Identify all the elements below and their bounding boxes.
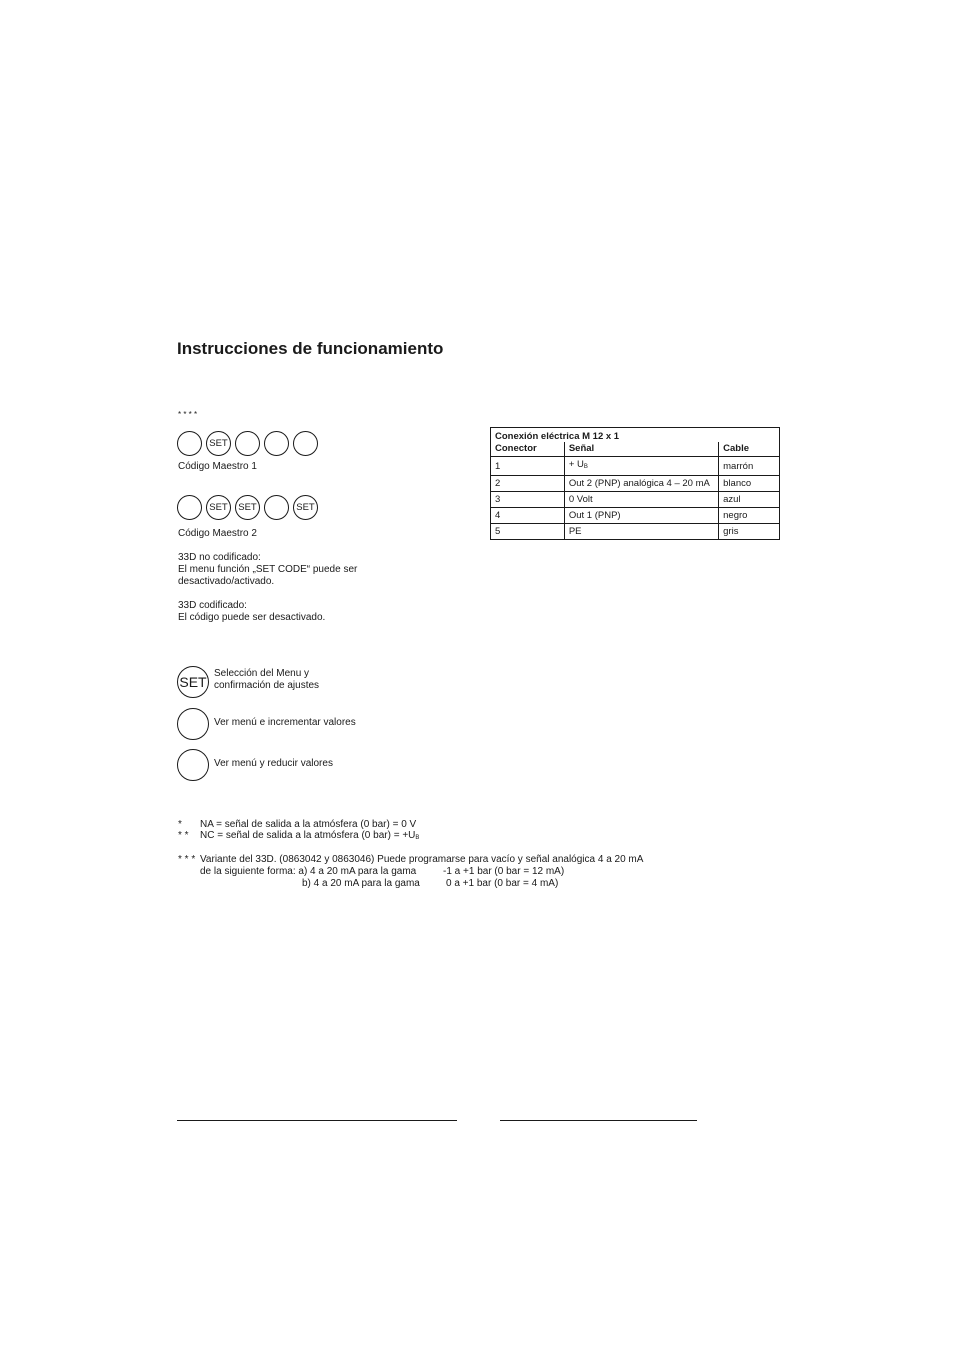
table-row [491, 508, 780, 524]
table-row [491, 476, 780, 492]
master-code-2-label: Código Maestro 2 [178, 528, 257, 539]
footnote-2-line [200, 830, 419, 844]
down-key-description: Ver menú y reducir valores [214, 758, 333, 769]
cell-cable: negro [719, 508, 780, 524]
footnote-3-line-2a: de la siguiente forma: a) 4 a 20 mA para la gama [200, 866, 417, 877]
footnote-3-line-2b: -1 a +1 bar (0 bar = 12 mA) [443, 866, 565, 877]
note-not-coded: 33D no codificado: El menu función „SET CODE“ puede ser desactivado/activado. [178, 552, 358, 587]
header-connector: Conector [491, 442, 565, 457]
table-row [491, 492, 780, 508]
footnote-3-line-1: Variante del 33D. (0863042 y 0863046) Puede programarse para vacío y señal analógica 4 a 20 mA [200, 854, 644, 865]
master-code-1-label: Código Maestro 1 [178, 461, 257, 472]
up-key-icon [177, 708, 209, 740]
set-key-description: Selección del Menu y confirmación de ajustes [214, 668, 320, 691]
cell-signal [564, 457, 718, 476]
key-button [264, 431, 289, 456]
cell-connector: 5 [491, 524, 565, 540]
table-row [491, 524, 780, 540]
down-key-icon [177, 749, 209, 781]
footer-rule-left [177, 1120, 457, 1121]
cell-connector: 4 [491, 508, 565, 524]
set-key-button: SET [293, 495, 318, 520]
up-key-description: Ver menú e incrementar valores [214, 717, 356, 728]
cell-connector: 1 [491, 457, 565, 476]
cell-signal-subscript: B [583, 464, 588, 470]
footnote-1-text: NA = señal de salida a la atmósfera (0 bar) = 0 V [200, 819, 417, 830]
footnote-1-mark: * [178, 819, 182, 830]
key-button [235, 431, 260, 456]
page-title: Instrucciones de funcionamiento [177, 339, 444, 358]
set-key-button: SET [206, 495, 231, 520]
note-coded: 33D codificado: El código puede ser desactivado. [178, 600, 326, 623]
key-button [264, 495, 289, 520]
footnote-3-mark: * * * [178, 854, 196, 865]
set-key-icon: SET [177, 666, 209, 698]
key-button [177, 495, 202, 520]
footnote-3-line-3a: b) 4 a 20 mA para la gama [302, 878, 420, 889]
footnote-2-text: NC = señal de salida a la atmósfera (0 bar) = +U [200, 830, 416, 841]
footnote-3-line-3b: 0 a +1 bar (0 bar = 4 mA) [446, 878, 559, 889]
table-row [491, 457, 780, 476]
cell-signal: PE [564, 524, 718, 540]
key-button [293, 431, 318, 456]
header-signal: Señal [564, 442, 718, 457]
cell-signal: Out 1 (PNP) [564, 508, 718, 524]
cell-cable: marrón [719, 457, 780, 476]
key-button [177, 431, 202, 456]
cell-signal-text: + U [568, 459, 584, 470]
footnote-2-subscript: B [415, 835, 420, 841]
cell-cable: gris [719, 524, 780, 540]
header-cable: Cable [719, 442, 780, 457]
connection-table [490, 427, 780, 540]
footer-rule-right [500, 1120, 697, 1121]
cell-cable: blanco [719, 476, 780, 492]
set-key-button: SET [235, 495, 260, 520]
cell-signal: Out 2 (PNP) analógica 4 – 20 mA [564, 476, 718, 492]
cell-signal: 0 Volt [564, 492, 718, 508]
stars-marker: * * * * [178, 410, 198, 419]
set-key-button: SET [206, 431, 231, 456]
cell-connector: 3 [491, 492, 565, 508]
table-caption: Conexión eléctrica M 12 x 1 [491, 428, 780, 443]
cell-connector: 2 [491, 476, 565, 492]
cell-cable: azul [719, 492, 780, 508]
footnote-2-mark: * * [178, 830, 189, 841]
